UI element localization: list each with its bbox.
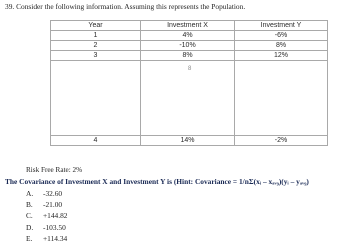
option-value: +114.34 xyxy=(43,233,68,243)
risk-free-rate: Risk Free Rate: 2% xyxy=(26,166,83,174)
option-letter: A. xyxy=(26,189,34,198)
table-header-row xyxy=(51,21,328,31)
answer-options xyxy=(26,188,68,244)
option-e[interactable] xyxy=(26,233,68,244)
option-c[interactable] xyxy=(26,210,68,221)
question-text: 39. Consider the following information. Assuming this represents the Population. xyxy=(5,2,246,11)
option-letter: D. xyxy=(26,222,34,232)
table-cell: 1 xyxy=(51,31,141,41)
table-cell: 12% xyxy=(235,51,328,61)
table-cell: -10% xyxy=(141,41,235,51)
option-b[interactable] xyxy=(26,199,68,210)
table-gap-cell xyxy=(51,61,141,136)
table-row xyxy=(51,136,328,146)
option-letter: B. xyxy=(26,200,33,210)
table-cell: 3 xyxy=(51,51,141,61)
header-year: Year xyxy=(51,21,141,31)
table-cell: -2% xyxy=(235,136,328,146)
table-gap-cell xyxy=(235,61,328,136)
option-letter: E. xyxy=(26,233,33,243)
option-letter: C. xyxy=(26,211,33,221)
option-value: -103.50 xyxy=(43,222,66,232)
table-cell: 4% xyxy=(141,31,235,41)
table-cell: -6% xyxy=(235,31,328,41)
table-cell: 2 xyxy=(51,41,141,51)
table-cell: 4 xyxy=(51,136,141,146)
table-cell: 8% xyxy=(141,51,235,61)
investment-table xyxy=(50,20,328,146)
covariance-question: The Covariance of Investment X and Investment Y is (Hint: Covariance = 1/nΣ(xᵢ – xₐᵥ₉)(yᵢ – yₐᵥ₉) xyxy=(5,177,309,186)
stray-mark: 8 xyxy=(188,66,192,72)
table-row xyxy=(51,51,328,61)
option-value: -21.00 xyxy=(43,200,63,210)
table-cell: 8% xyxy=(235,41,328,51)
table-row xyxy=(51,41,328,51)
option-a[interactable] xyxy=(26,188,68,199)
table-row xyxy=(51,31,328,41)
option-d[interactable] xyxy=(26,222,68,233)
table-cell: 14% xyxy=(141,136,235,146)
option-value: +144.82 xyxy=(43,211,68,221)
header-investment-y: Investment Y xyxy=(235,21,328,31)
option-value: -32.60 xyxy=(43,189,63,198)
header-investment-x: Investment X xyxy=(141,21,235,31)
